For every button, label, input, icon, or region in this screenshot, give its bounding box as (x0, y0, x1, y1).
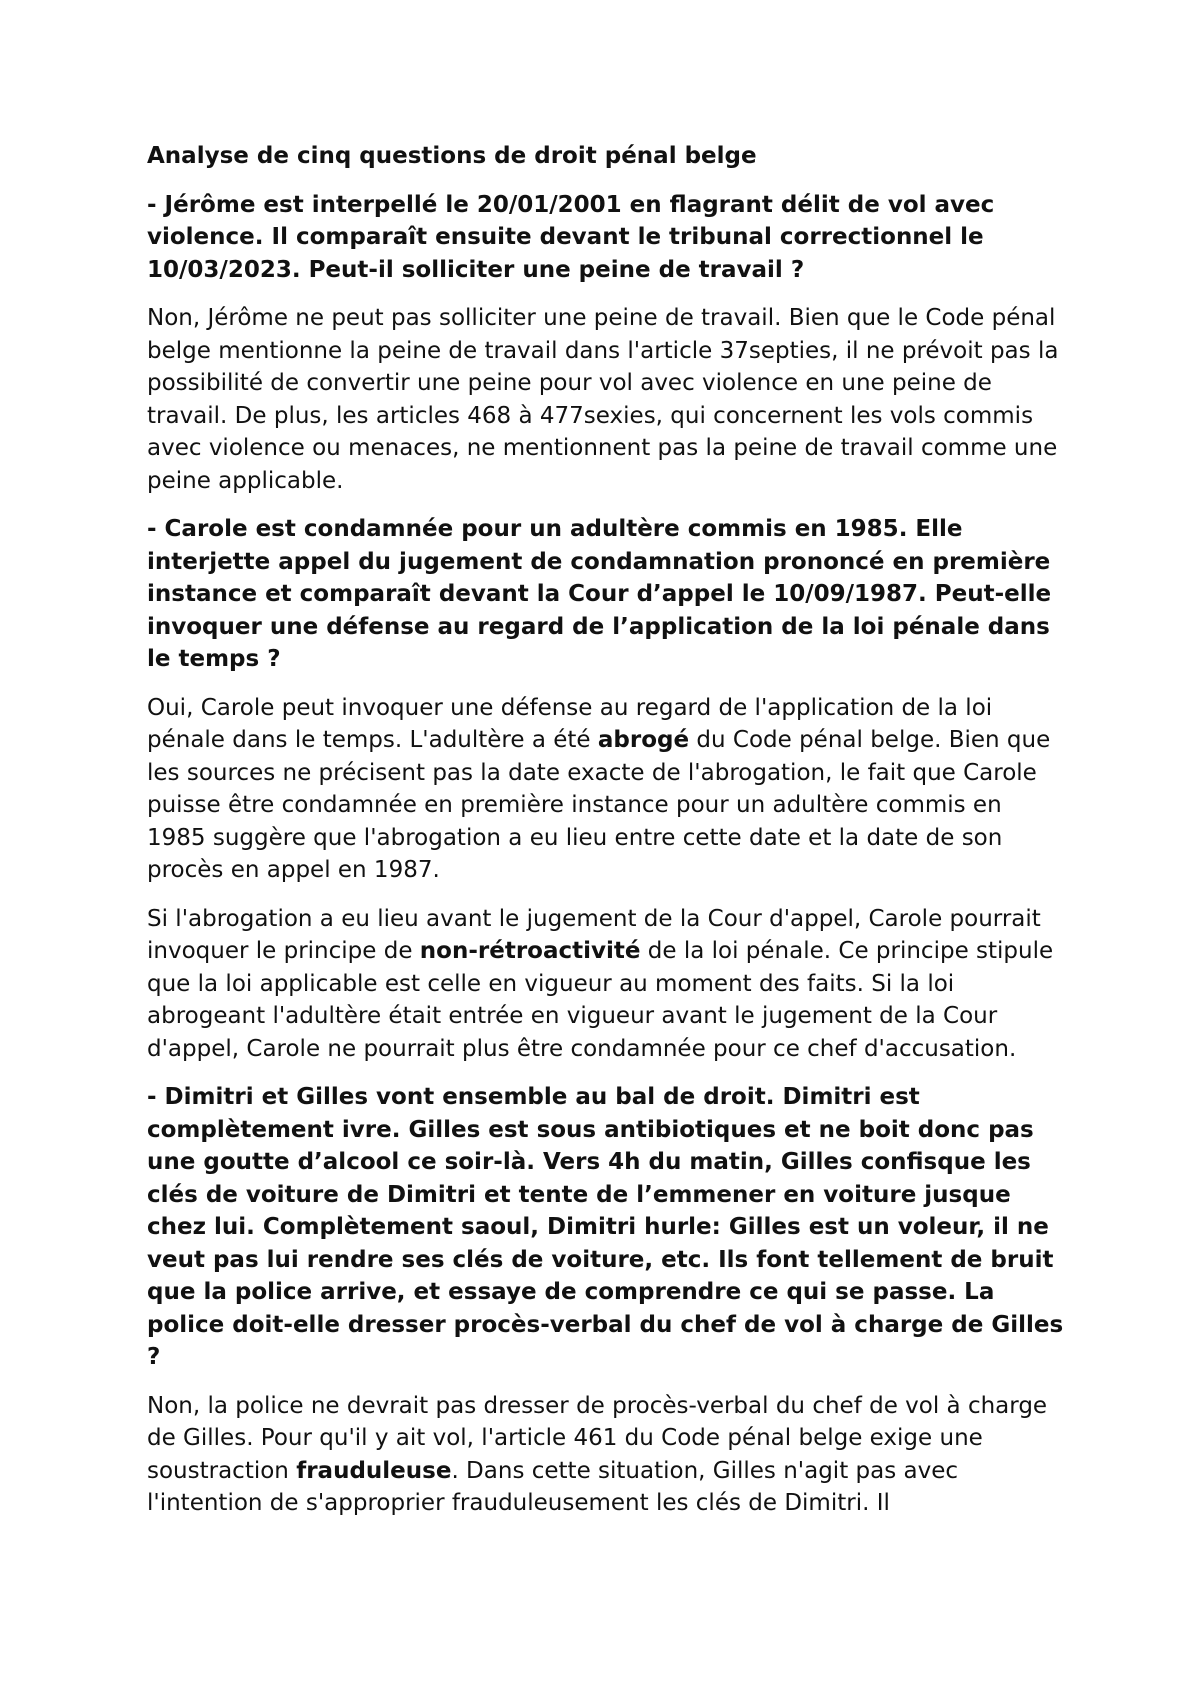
question-1: - Jérôme est interpellé le 20/01/2001 en flagrant délit de vol avec violence. Il comparaît ensuite devant le tribunal correctionnel le 10/03/2023. Peut-il solliciter une peine de travail ? (147, 191, 995, 283)
answer-3-text-1: Non, la police ne devrait pas dresser de procès-verbal du chef de vol à charge de Gilles. Pour qu'il y ait vol, l'article 461 du Code pénal belge exige une soustraction (147, 1392, 1048, 1484)
question-3: - Dimitri et Gilles vont ensemble au bal de droit. Dimitri est complètement ivre. Gilles est sous antibiotiques et ne boit donc pas une goutte d’alcool ce soir-là. Vers 4h du matin, Gilles confisque les clés de voiture de Dimitri et tente de l’emmener en voiture jusque chez lui. Complètement saoul, Dimitri hurle: Gilles est un voleur, il ne veut pas lui rendre ses clés de voiture, etc. Ils font tellement de bruit que la police arrive, et essaye de comprendre ce qui se passe. La police doit-elle dresser procès-verbal du chef de vol à charge de Gilles ? (147, 1084, 1064, 1370)
answer-3-text-2: . Dans cette situation, Gilles n'agit pas avec l'intention de s'approprier frauduleusement les clés de Dimitri. Il (147, 1457, 959, 1516)
answer-3 (147, 1390, 1067, 1520)
answer-2b-emphasis: non-rétroactivité (419, 938, 641, 964)
question-2: - Carole est condamnée pour un adultère commis en 1985. Elle interjette appel du jugement de condamnation prononcé en première instance et comparaît devant la Cour d’appel le 10/09/1987. Peut-elle invoquer une défense au regard de l’application de la loi pénale dans le temps ? (147, 516, 1052, 672)
document-title: Analyse de cinq questions de droit pénal belge (147, 143, 757, 169)
document-page (147, 140, 1067, 1536)
answer-1: Non, Jérôme ne peut pas solliciter une peine de travail. Bien que le Code pénal belge mentionne la peine de travail dans l'article 37septies, il ne prévoit pas la possibilité de convertir une peine pour vol avec violence en une peine de travail. De plus, les articles 468 à 477sexies, qui concernent les vols commis avec violence ou menaces, ne mentionnent pas la peine de travail comme une peine applicable. (147, 305, 1059, 494)
answer-2b-text-2: de la loi pénale. Ce principe stipule que la loi applicable est celle en vigueur au moment des faits. Si la loi abrogeant l'adultère était entrée en vigueur avant le jugement de la Cour d'appel, Carole ne pourrait plus être condamnée pour ce chef d'accusation. (147, 938, 1054, 1062)
answer-2-continued (147, 903, 1067, 1066)
answer-2-emphasis: abrogé (597, 727, 690, 753)
answer-2-text-2: du Code pénal belge. Bien que les sources ne précisent pas la date exacte de l'abrogation, le fait que Carole puisse être condamnée en première instance pour un adultère commis en 1985 suggère que l'abrogation a eu lieu entre cette date et la date de son procès en appel en 1987. (147, 727, 1051, 883)
answer-2b-text-1: Si l'abrogation a eu lieu avant le jugement de la Cour d'appel, Carole pourrait invoquer le principe de (147, 905, 1041, 964)
answer-2-text-1: Oui, Carole peut invoquer une défense au regard de l'application de la loi pénale dans le temps. L'adultère a été (147, 694, 993, 753)
answer-2 (147, 692, 1067, 887)
answer-3-emphasis: frauduleuse (296, 1457, 452, 1484)
